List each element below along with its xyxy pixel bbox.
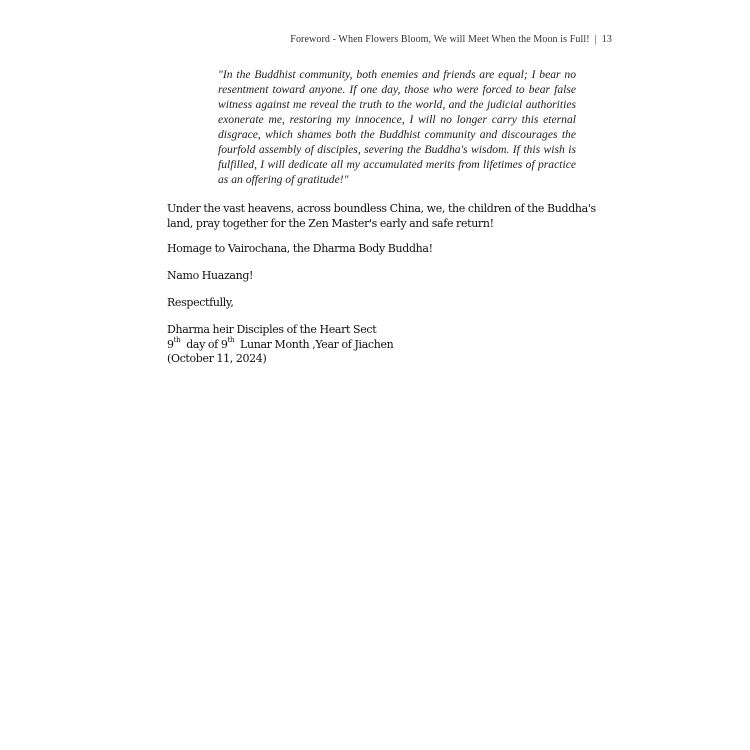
- day-suffix: th: [173, 335, 181, 344]
- signature-block: [167, 323, 617, 367]
- paragraph-homage: Homage to Vairochana, the Dharma Body Buddha!: [167, 242, 433, 255]
- day-number: 9: [167, 337, 174, 351]
- day-word: day of: [186, 337, 218, 351]
- month-rest: Lunar Month ,Year of Jiachen: [240, 337, 394, 351]
- paragraph-prayer: Under the vast heavens, across boundless China, we, the children of the Buddha's land, pray together for the Zen Master's early and safe return!: [167, 202, 596, 230]
- month-number: 9: [220, 337, 228, 351]
- signature-date-lunar: [167, 335, 617, 353]
- month-suffix: th: [227, 335, 235, 344]
- paragraph-namo: Namo Huazang!: [167, 269, 254, 282]
- block-quote: "In the Buddhist community, both enemies and friends are equal; I bear no resentment toward anyone. If one day, those who were forced to bear false witness against me reveal the truth to the world, and the judicial authorities exonerate me, restoring my innocence, I will no longer carry this eternal disgrace, which shames both the Buddhist community and discourages the fourfold assembly of disciples, severing the Buddha's wisdom. If this wish is fulfilled, I will dedicate all my accumulated merits from lifetimes of practice as an offering of gratitude!": [218, 68, 576, 186]
- page-number: 13: [601, 34, 612, 45]
- signature-date-gregorian: (October 11, 2024): [167, 352, 267, 365]
- signature-sender: Dharma heir Disciples of the Heart Sect: [167, 323, 377, 336]
- header-title: Foreword - When Flowers Bloom, We will Meet When the Moon is Full!: [290, 34, 590, 45]
- closing-respectfully: Respectfully,: [167, 296, 234, 309]
- running-header: [290, 34, 612, 45]
- header-separator: |: [594, 34, 597, 45]
